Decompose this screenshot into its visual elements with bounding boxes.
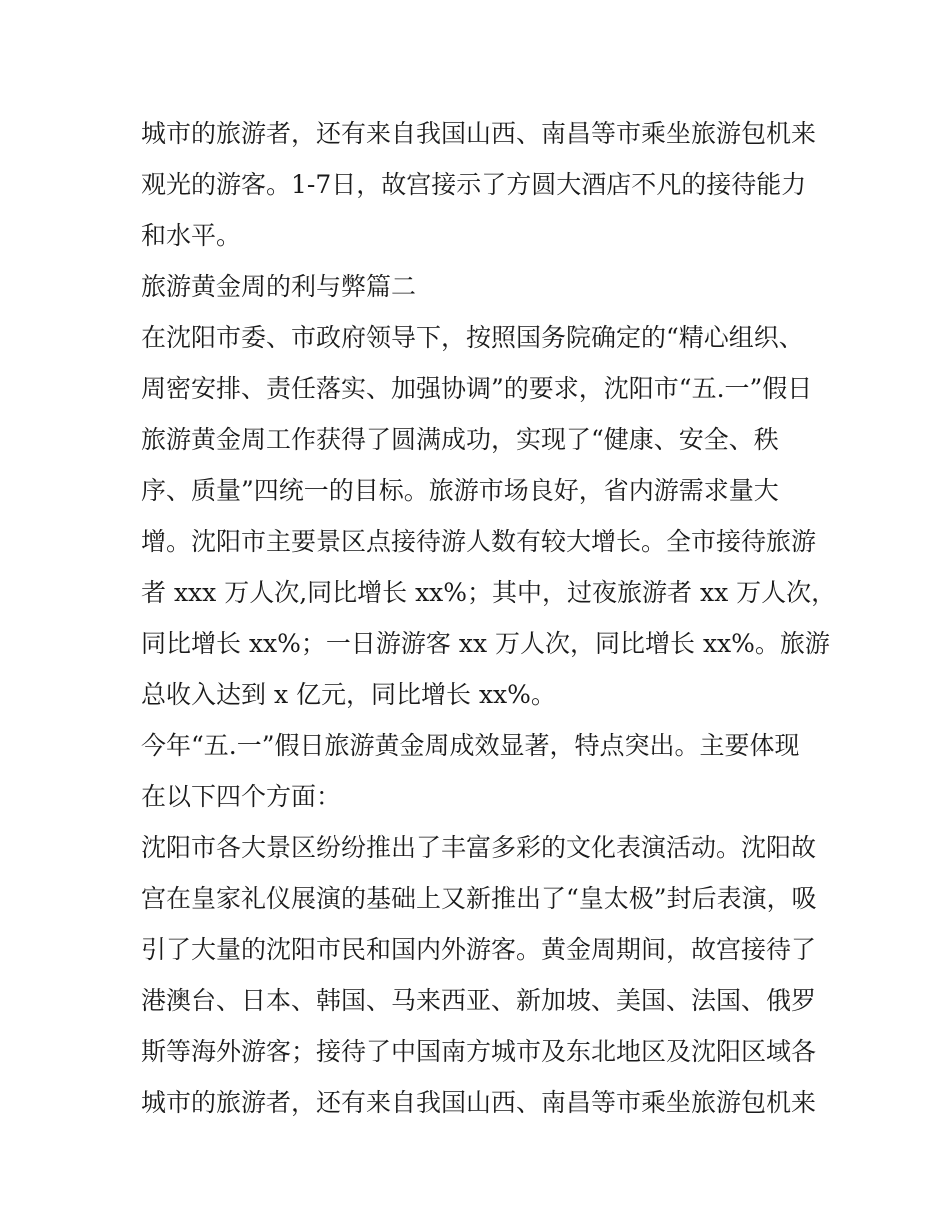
text-line: 港澳台、日本、韩国、马来西亚、新加坡、美国、法国、俄罗 bbox=[141, 986, 817, 1015]
text-line: 总收入达到 x 亿元，同比增长 xx%。 bbox=[141, 680, 556, 709]
text-line: 观光的游客。1-7日，故宫接示了方圆大酒店不凡的接待能力 bbox=[141, 170, 807, 199]
text-line: 斯等海外游客；接待了中国南方城市及东北地区及沈阳区域各 bbox=[141, 1037, 817, 1066]
text-line: 城市的旅游者，还有来自我国山西、南昌等市乘坐旅游包机来 bbox=[141, 1088, 817, 1117]
text-line: 周密安排、责任落实、加强协调”的要求，沈阳市“五.一”假日 bbox=[141, 374, 813, 403]
text-line: 今年“五.一”假日旅游黄金周成效显著，特点突出。主要体现 bbox=[141, 731, 800, 760]
text-line: 沈阳市各大景区纷纷推出了丰富多彩的文化表演活动。沈阳故 bbox=[141, 833, 817, 862]
text-line: 宫在皇家礼仪展演的基础上又新推出了“皇太极”封后表演，吸 bbox=[141, 884, 817, 913]
text-line: 在以下四个方面： bbox=[141, 782, 342, 811]
text-line: 和水平。 bbox=[141, 221, 242, 250]
section-heading: 旅游黄金周的利与弊篇二 bbox=[141, 272, 417, 301]
text-line: 在沈阳市委、市政府领导下，按照国务院确定的“精心组织、 bbox=[141, 323, 804, 352]
text-line: 旅游黄金周工作获得了圆满成功，实现了“健康、安全、秩 bbox=[141, 425, 779, 454]
text-line: 增。沈阳市主要景区点接待游人数有较大增长。全市接待旅游 bbox=[141, 527, 817, 556]
text-line: 城市的旅游者，还有来自我国山西、南昌等市乘坐旅游包机来 bbox=[141, 119, 817, 148]
text-line: 同比增长 xx%；一日游游客 xx 万人次，同比增长 xx%。旅游 bbox=[141, 629, 830, 658]
document-body bbox=[141, 108, 837, 1128]
text-line: 引了大量的沈阳市民和国内外游客。黄金周期间，故宫接待了 bbox=[141, 935, 817, 964]
text-line: 者 xxx 万人次,同比增长 xx%；其中，过夜旅游者 xx 万人次， bbox=[141, 578, 837, 607]
text-line: 序、质量”四统一的目标。旅游市场良好，省内游需求量大 bbox=[141, 476, 779, 505]
